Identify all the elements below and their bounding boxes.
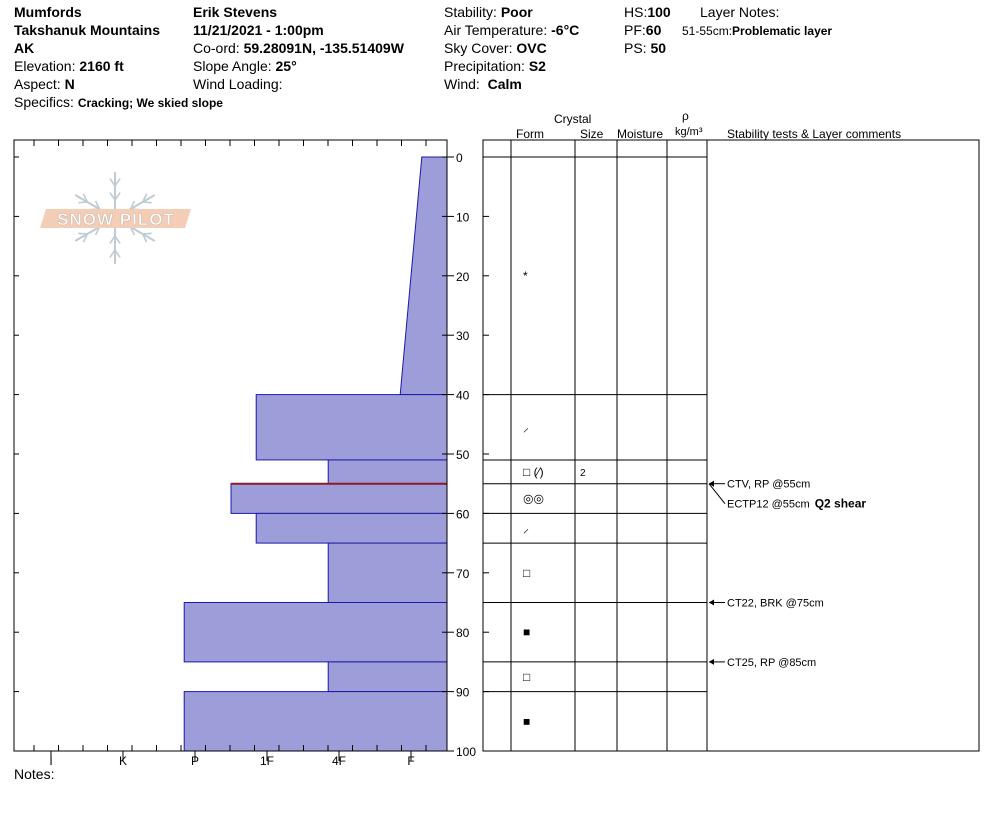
- chart-frames: [14, 140, 979, 751]
- crystal-form-1: ⸝: [523, 420, 530, 435]
- depth-label-0: 0: [456, 151, 463, 165]
- density-unit-header: kg/m³: [675, 126, 703, 138]
- crystal-form-0: *: [523, 268, 528, 283]
- observer: Erik Stevens: [193, 4, 278, 20]
- aspect-value: N: [64, 76, 75, 92]
- stability-value: Poor: [500, 4, 533, 20]
- state: AK: [14, 40, 35, 56]
- elevation-value: 2160 ft: [79, 58, 124, 74]
- crystal-form-8: ■: [523, 714, 531, 729]
- test-arrowhead-1: [709, 481, 714, 487]
- test-arrowhead-3: [709, 659, 714, 665]
- hardness-layer-top: [400, 157, 447, 395]
- snowflake-branch: [143, 202, 152, 203]
- crystal-form-3: ◎◎: [523, 491, 544, 506]
- stability-test-extra-1: Q2 shear: [814, 496, 867, 511]
- hardness-label-I: I: [49, 754, 53, 768]
- depth-label-60: 60: [456, 507, 470, 522]
- depth-label-50: 50: [456, 448, 470, 462]
- depth-label-100: 100: [456, 745, 477, 759]
- depth-label-30: 30: [456, 329, 470, 344]
- depth-label-40: 40: [456, 388, 470, 403]
- stability-label: Stability:: [444, 4, 497, 20]
- hardness-label-F: F: [407, 754, 415, 768]
- depth-label-80: 80: [456, 626, 470, 641]
- hs-label: HS:: [624, 4, 648, 20]
- sky-label: Sky Cover:: [444, 40, 513, 56]
- hardness-layer-6: [328, 662, 447, 692]
- snowflake-branch: [78, 233, 87, 234]
- aspect-label: Aspect:: [14, 76, 61, 92]
- crystal-form-4: ⸝: [523, 521, 530, 536]
- specifics-label: Specifics:: [14, 94, 74, 110]
- depth-label-90: 90: [456, 685, 470, 700]
- logo-text: SNOW PILOT: [57, 210, 175, 229]
- ps-label: PS:: [624, 40, 647, 56]
- stability-test-2: CT22, BRK @75cm: [727, 597, 824, 610]
- snowpilot-logo: [40, 172, 191, 264]
- moisture-header: Moisture: [617, 127, 664, 141]
- test-arrow-1: [709, 484, 725, 504]
- hardness-label-K: K: [118, 754, 128, 768]
- sky-value: OVC: [516, 40, 547, 56]
- layer-notes-label: Layer Notes:: [700, 4, 780, 20]
- wind-loading: Wind Loading:: [193, 76, 283, 92]
- rho-header: ρ: [682, 109, 689, 123]
- test-arrowhead-2: [709, 600, 714, 606]
- snowflake-branch: [78, 202, 87, 203]
- crystal-form-7: □: [523, 669, 531, 684]
- crystal-form-6: ■: [523, 625, 531, 640]
- elevation-label: Elevation:: [14, 58, 76, 74]
- slope-label: Slope Angle:: [193, 58, 272, 74]
- layer-note-range: 51-55cm:: [682, 24, 733, 38]
- hardness-label-4F: 4F: [331, 754, 347, 768]
- wind-label: Wind:: [444, 76, 480, 92]
- hardness-profile: [184, 157, 447, 751]
- air-temp-label: Air Temperature:: [444, 22, 548, 38]
- pf-label: PF:: [624, 22, 646, 38]
- stability-test-1: ECTP12 @55cm Q2 shear: [727, 496, 867, 511]
- specifics-value: Cracking; We skied slope: [77, 96, 223, 110]
- slope-value: 25°: [275, 58, 297, 74]
- crystal-form-2: □ (⁄): [523, 464, 544, 479]
- pf-value: 60: [645, 22, 662, 38]
- hardness-layer-2: [231, 484, 447, 514]
- size-header: Size: [580, 127, 604, 141]
- air-temp-value: -6°C: [551, 22, 580, 38]
- crystal-size-2: 2: [580, 467, 586, 479]
- depth-label-20: 20: [456, 269, 470, 284]
- notes-label: Notes:: [14, 766, 55, 782]
- layer-note-text: Problematic layer: [732, 24, 833, 38]
- hardness-layer-5: [184, 603, 447, 662]
- precip-value: S2: [528, 58, 546, 74]
- hardness-layer-1: [328, 460, 447, 484]
- stability-test-3: CT25, RP @85cm: [727, 656, 817, 669]
- depth-label-10: 10: [456, 210, 470, 225]
- hardness-axis: [49, 751, 414, 768]
- wind-value: Calm: [487, 76, 522, 92]
- stability-comments-header: Stability tests & Layer comments: [727, 127, 902, 141]
- crystal-header: Crystal: [554, 112, 592, 126]
- stability-test-0: CTV, RP @55cm: [727, 478, 811, 491]
- crystal-form-5: □: [523, 565, 531, 580]
- stability-tests: [709, 479, 866, 669]
- hardness-layer-4: [328, 543, 447, 602]
- ps-value: 50: [650, 40, 667, 56]
- depth-label-70: 70: [456, 566, 470, 581]
- hardness-layer-0: [256, 395, 447, 460]
- hs-value: 100: [647, 4, 671, 20]
- precip-label: Precipitation:: [444, 58, 525, 74]
- hardness-layer-7: [184, 692, 447, 751]
- date-time: 11/21/2021 - 1:00pm: [193, 22, 324, 38]
- hardness-label-P: P: [190, 754, 200, 768]
- coord-value: 59.28091N, -135.51409W: [243, 40, 404, 56]
- hardness-layer-3: [256, 513, 447, 543]
- mountain-range: Takshanuk Mountains: [14, 22, 160, 38]
- location-name: Mumfords: [14, 4, 82, 20]
- layer-table: [483, 157, 707, 728]
- snowflake-branch: [143, 233, 152, 234]
- form-header: Form: [516, 127, 544, 141]
- coord-label: Co-ord:: [193, 40, 240, 56]
- hardness-label-1F: 1F: [259, 754, 275, 768]
